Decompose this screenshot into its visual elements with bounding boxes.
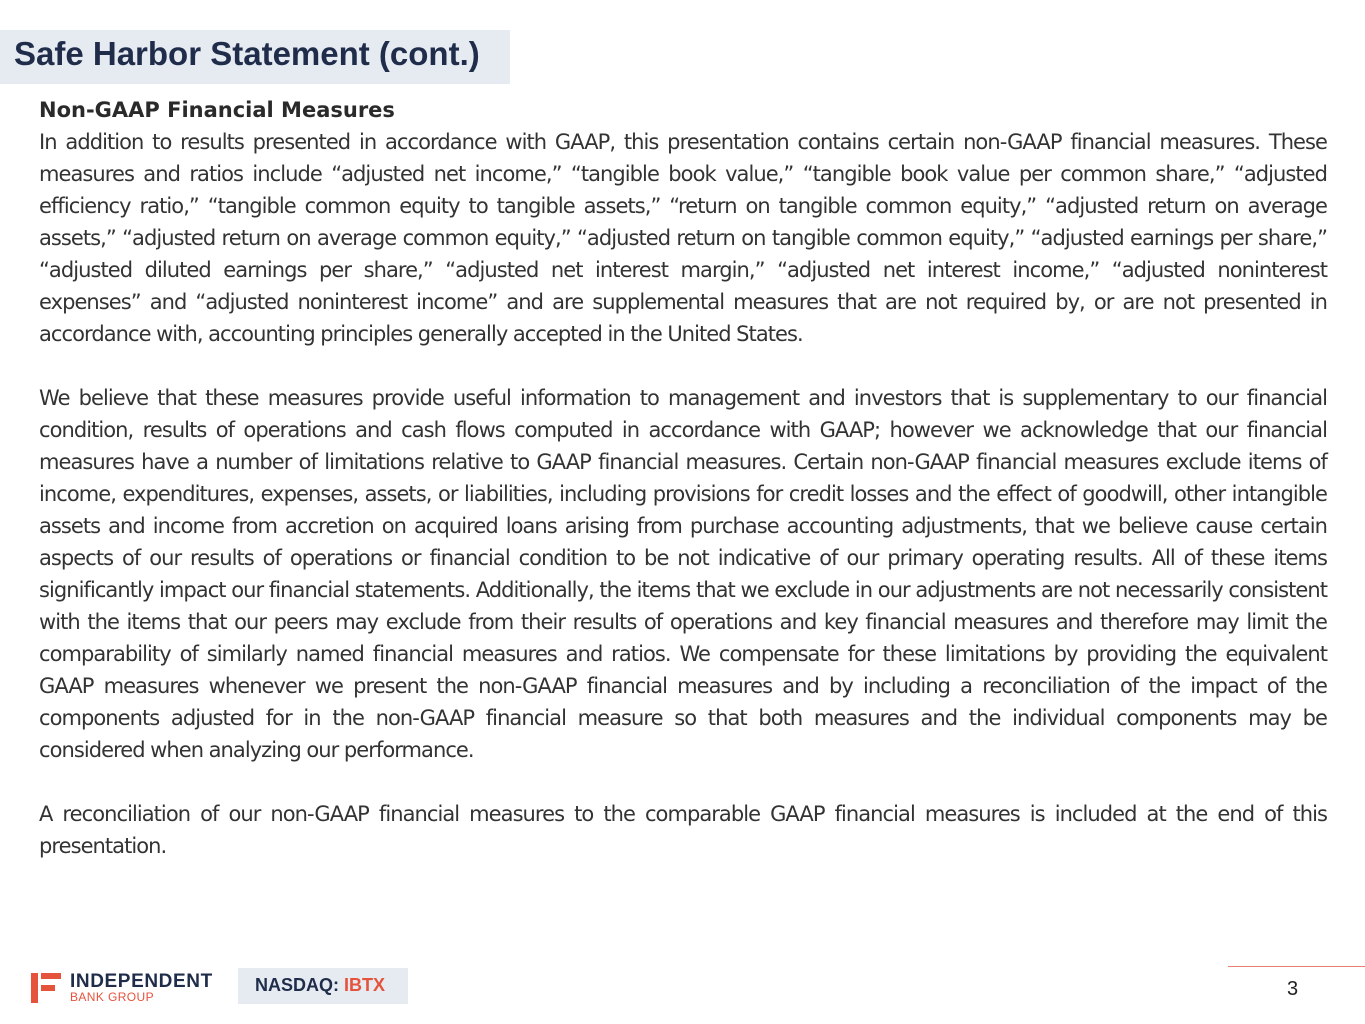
page-title: Safe Harbor Statement (cont.) <box>14 35 480 72</box>
logo-name: INDEPENDENT <box>70 971 213 992</box>
section-heading: Non-GAAP Financial Measures <box>39 98 395 122</box>
ticker-badge <box>238 968 408 1004</box>
ticker-symbol: IBTX <box>344 975 386 995</box>
paragraph-definitions: In addition to results presented in accordance with GAAP, this presentation contains certain non-GAAP financial measures. These measures and ratios include “adjusted net income,” “tangible book value,” “tangible book value per common share,” “adjusted efficiency ratio,” “tangible common equity to tangible assets,” “return on tangible common equity,” “adjusted return on average assets,” “adjusted return on average common equity,” “adjusted return on tangible common equity,” “adjusted earnings per share,” “adjusted diluted earnings per share,” “adjusted net interest margin,” “adjusted net interest income,” “adjusted noninterest expenses” and “adjusted noninterest income” and are supplemental measures that are not required by, or are not presented in accordance with, accounting principles generally accepted in the United States. <box>39 130 1327 346</box>
logo-subtitle: BANK GROUP <box>70 990 155 1004</box>
page-number: 3 <box>1287 978 1299 1000</box>
independent-logo-icon <box>31 973 61 1003</box>
company-logo <box>31 971 231 1005</box>
paragraph-limitations: We believe that these measures provide useful information to management and investors that is supplementary to our financial condition, results of operations and cash flows computed in accordance with GAAP; however we acknowledge that our financial measures have a number of limitations relative to GAAP financial measures. Certain non-GAAP financial measures exclude items of income, expenditures, expenses, assets, or liabilities, including provisions for credit losses and the effect of goodwill, other intangible assets and income from accretion on acquired loans arising from purchase accounting adjustments, that we believe cause certain aspects of our results of operations or financial condition to be not indicative of our primary operating results. All of these items significantly impact our financial statements. Additionally, the items that we exclude in our adjustments are not necessarily consistent with the items that our peers may exclude from their results of operations and key financial measures and therefore may limit the comparability of similarly named financial measures and ratios. We compensate for these limitations by providing the equivalent GAAP measures whenever we present the non-GAAP financial measures and by including a reconciliation of the impact of the components adjusted for in the non-GAAP financial measure so that both measures and the individual components may be considered when analyzing our performance. <box>39 386 1327 762</box>
page-divider <box>1228 966 1365 967</box>
paragraph-reconciliation: A reconciliation of our non-GAAP financial measures to the comparable GAAP financial measures is included at the end of this presentation. <box>39 802 1327 858</box>
title-banner <box>0 30 510 84</box>
exchange-label: NASDAQ: <box>255 975 339 995</box>
body-content <box>39 94 1327 862</box>
ticker-text <box>255 975 385 996</box>
